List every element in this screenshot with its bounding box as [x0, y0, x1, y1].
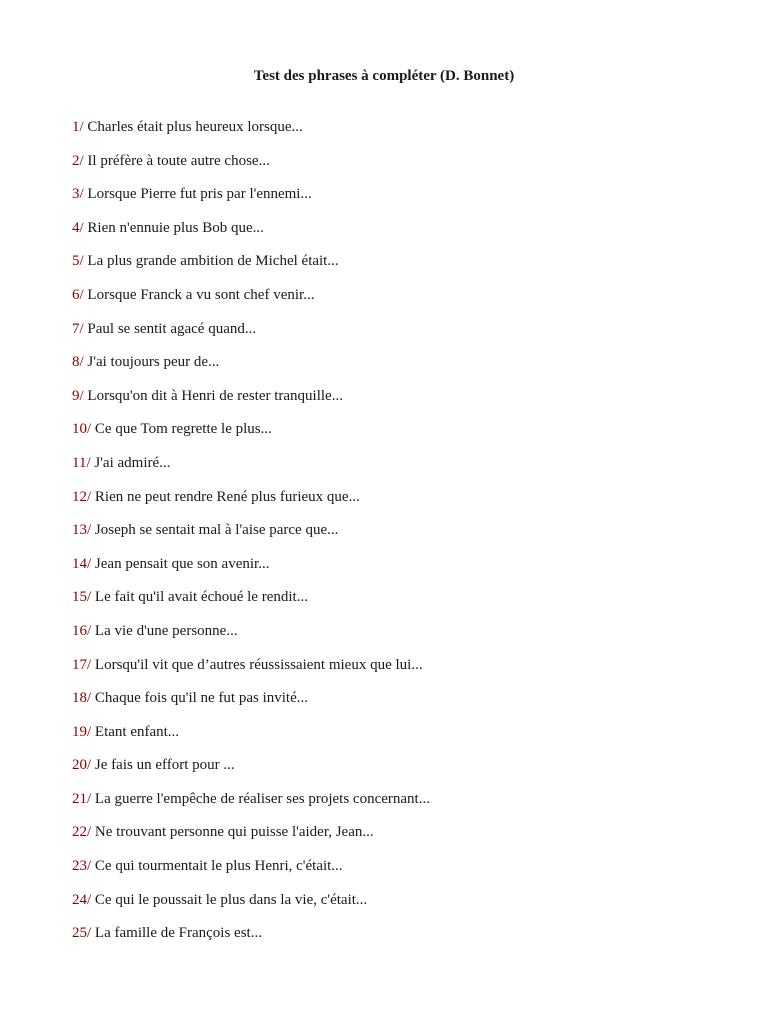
sentence-list	[72, 118, 732, 958]
item-text: La guerre l'empêche de réaliser ses projets concernant...	[94, 790, 430, 807]
item-text: Etant enfant...	[94, 723, 180, 740]
item-number: 3/	[72, 186, 84, 203]
list-item	[72, 656, 732, 690]
item-number: 4/	[72, 219, 84, 236]
list-item	[72, 219, 732, 253]
item-text: J'ai admiré...	[94, 454, 171, 471]
item-number: 1/	[72, 119, 84, 135]
list-item	[72, 588, 732, 622]
item-text: La plus grande ambition de Michel était...	[87, 253, 339, 270]
item-number: 6/	[72, 286, 84, 303]
item-text: Je fais un effort pour ...	[94, 757, 235, 774]
item-number: 20/	[72, 757, 92, 774]
item-text: Charles était plus heureux lorsque...	[87, 119, 303, 135]
item-text: Ce qui le poussait le plus dans la vie, c'était...	[94, 891, 368, 908]
item-text: Lorsqu'on dit à Henri de rester tranquille...	[87, 387, 343, 404]
list-item	[72, 420, 732, 454]
item-text: Le fait qu'il avait échoué le rendit...	[94, 589, 308, 606]
item-number: 24/	[72, 891, 92, 908]
item-text: Ne trouvant personne qui puisse l'aider, Jean...	[94, 824, 374, 841]
item-text: Rien ne peut rendre René plus furieux que...	[94, 488, 360, 505]
document-title: Test des phrases à compléter (D. Bonnet)	[253, 68, 515, 84]
item-text: Lorsque Franck a vu sont chef venir...	[87, 286, 315, 303]
item-number: 12/	[72, 488, 92, 505]
item-text: Lorsqu'il vit que d’autres réussissaient mieux que lui...	[94, 656, 423, 673]
item-number: 9/	[72, 387, 84, 404]
item-text: Ce que Tom regrette le plus...	[94, 421, 272, 438]
list-item	[72, 521, 732, 555]
list-item	[72, 118, 732, 152]
item-number: 19/	[72, 723, 92, 740]
item-number: 18/	[72, 690, 92, 707]
item-number: 7/	[72, 320, 84, 337]
item-number: 2/	[72, 152, 84, 169]
list-item	[72, 823, 732, 857]
item-number: 13/	[72, 522, 92, 539]
item-number: 11/	[72, 454, 91, 471]
item-text: Il préfère à toute autre chose...	[87, 152, 270, 169]
list-item	[72, 286, 732, 320]
list-item	[72, 454, 732, 488]
list-item	[72, 857, 732, 891]
item-number: 10/	[72, 421, 92, 438]
item-number: 22/	[72, 824, 92, 841]
item-number: 25/	[72, 925, 92, 942]
item-number: 5/	[72, 253, 84, 270]
item-text: La vie d'une personne...	[94, 622, 238, 639]
list-item	[72, 723, 732, 757]
item-text: Chaque fois qu'il ne fut pas invité...	[94, 690, 309, 707]
list-item	[72, 622, 732, 656]
list-item	[72, 387, 732, 421]
item-number: 17/	[72, 656, 92, 673]
item-number: 23/	[72, 858, 92, 875]
item-text: Ce qui tourmentait le plus Henri, c'était...	[94, 858, 343, 875]
item-text: Jean pensait que son avenir...	[94, 555, 270, 572]
list-item	[72, 555, 732, 589]
list-item	[72, 252, 732, 286]
item-text: Paul se sentit agacé quand...	[87, 320, 257, 337]
item-number: 16/	[72, 622, 92, 639]
list-item	[72, 790, 732, 824]
item-text: Rien n'ennuie plus Bob que...	[87, 219, 264, 236]
item-text: Joseph se sentait mal à l'aise parce que...	[94, 522, 339, 539]
item-text: La famille de François est...	[94, 925, 262, 942]
item-number: 15/	[72, 589, 92, 606]
list-item	[72, 152, 732, 186]
list-item	[72, 924, 732, 958]
item-number: 14/	[72, 555, 92, 572]
item-text: Lorsque Pierre fut pris par l'ennemi...	[87, 186, 312, 203]
list-item	[72, 185, 732, 219]
list-item	[72, 353, 732, 387]
list-item	[72, 756, 732, 790]
item-number: 8/	[72, 354, 84, 371]
list-item	[72, 689, 732, 723]
item-text: J'ai toujours peur de...	[87, 354, 220, 371]
list-item	[72, 488, 732, 522]
item-number: 21/	[72, 790, 92, 807]
list-item	[72, 891, 732, 925]
list-item	[72, 320, 732, 354]
